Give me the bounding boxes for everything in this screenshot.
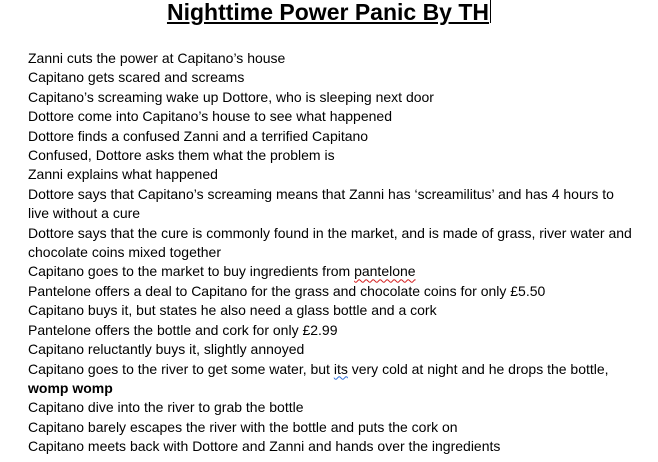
spelling-flagged-word[interactable]: pantelone (354, 263, 416, 280)
story-line: Dottore finds a confused Zanni and a terrified Capitano (28, 127, 369, 144)
story-line: Dottore come into Capitano’s house to see what happened (28, 108, 392, 125)
text-cursor (490, 0, 491, 23)
story-line: Dottore says that Capitano’s screaming means that Zanni has ‘screamilitus’ and has 4 hours to live without a cure (28, 185, 614, 222)
line-text: very cold at night and he drops the bottle, (347, 360, 609, 377)
story-line (28, 262, 632, 281)
story-line: Capitano meets back with Dottore and Zanni and hands over the ingredients (28, 438, 501, 455)
story-line: Zanni explains what happened (28, 166, 218, 183)
story-line: Dottore says that the cure is commonly found in the market, and is made of grass, river water and chocolate coins mixed together (28, 224, 632, 261)
story-line: Pantelone offers the bottle and cork for only £2.99 (28, 321, 338, 338)
line-text: Capitano goes to the river to get some water, but (28, 360, 334, 377)
line-text: Capitano goes to the market to buy ingredients from (28, 263, 355, 280)
story-line: Capitano dive into the river to grab the bottle (28, 399, 304, 416)
story-line: Pantelone offers a deal to Capitano for the grass and chocolate coins for only £5.50 (28, 282, 546, 299)
story-line: Capitano reluctantly buys it, slightly annoyed (28, 341, 305, 358)
story-line: Capitano gets scared and screams (28, 69, 245, 86)
document-title-text: Nighttime Power Panic By TH (166, 0, 490, 25)
document-title[interactable] (0, 0, 658, 26)
bold-text: womp womp (28, 379, 113, 396)
story-line: Zanni cuts the power at Capitano’s house (28, 50, 286, 66)
story-line-list (28, 49, 632, 457)
story-line (28, 360, 632, 399)
story-line: Capitano buys it, but states he also need a glass bottle and a cork (28, 302, 437, 319)
story-line: Capitano’s screaming wake up Dottore, who is sleeping next door (28, 88, 434, 105)
grammar-flagged-word[interactable]: its (333, 360, 348, 377)
story-line: Confused, Dottore asks them what the problem is (28, 147, 335, 164)
story-line: Capitano barely escapes the river with the bottle and puts the cork on (28, 418, 458, 435)
